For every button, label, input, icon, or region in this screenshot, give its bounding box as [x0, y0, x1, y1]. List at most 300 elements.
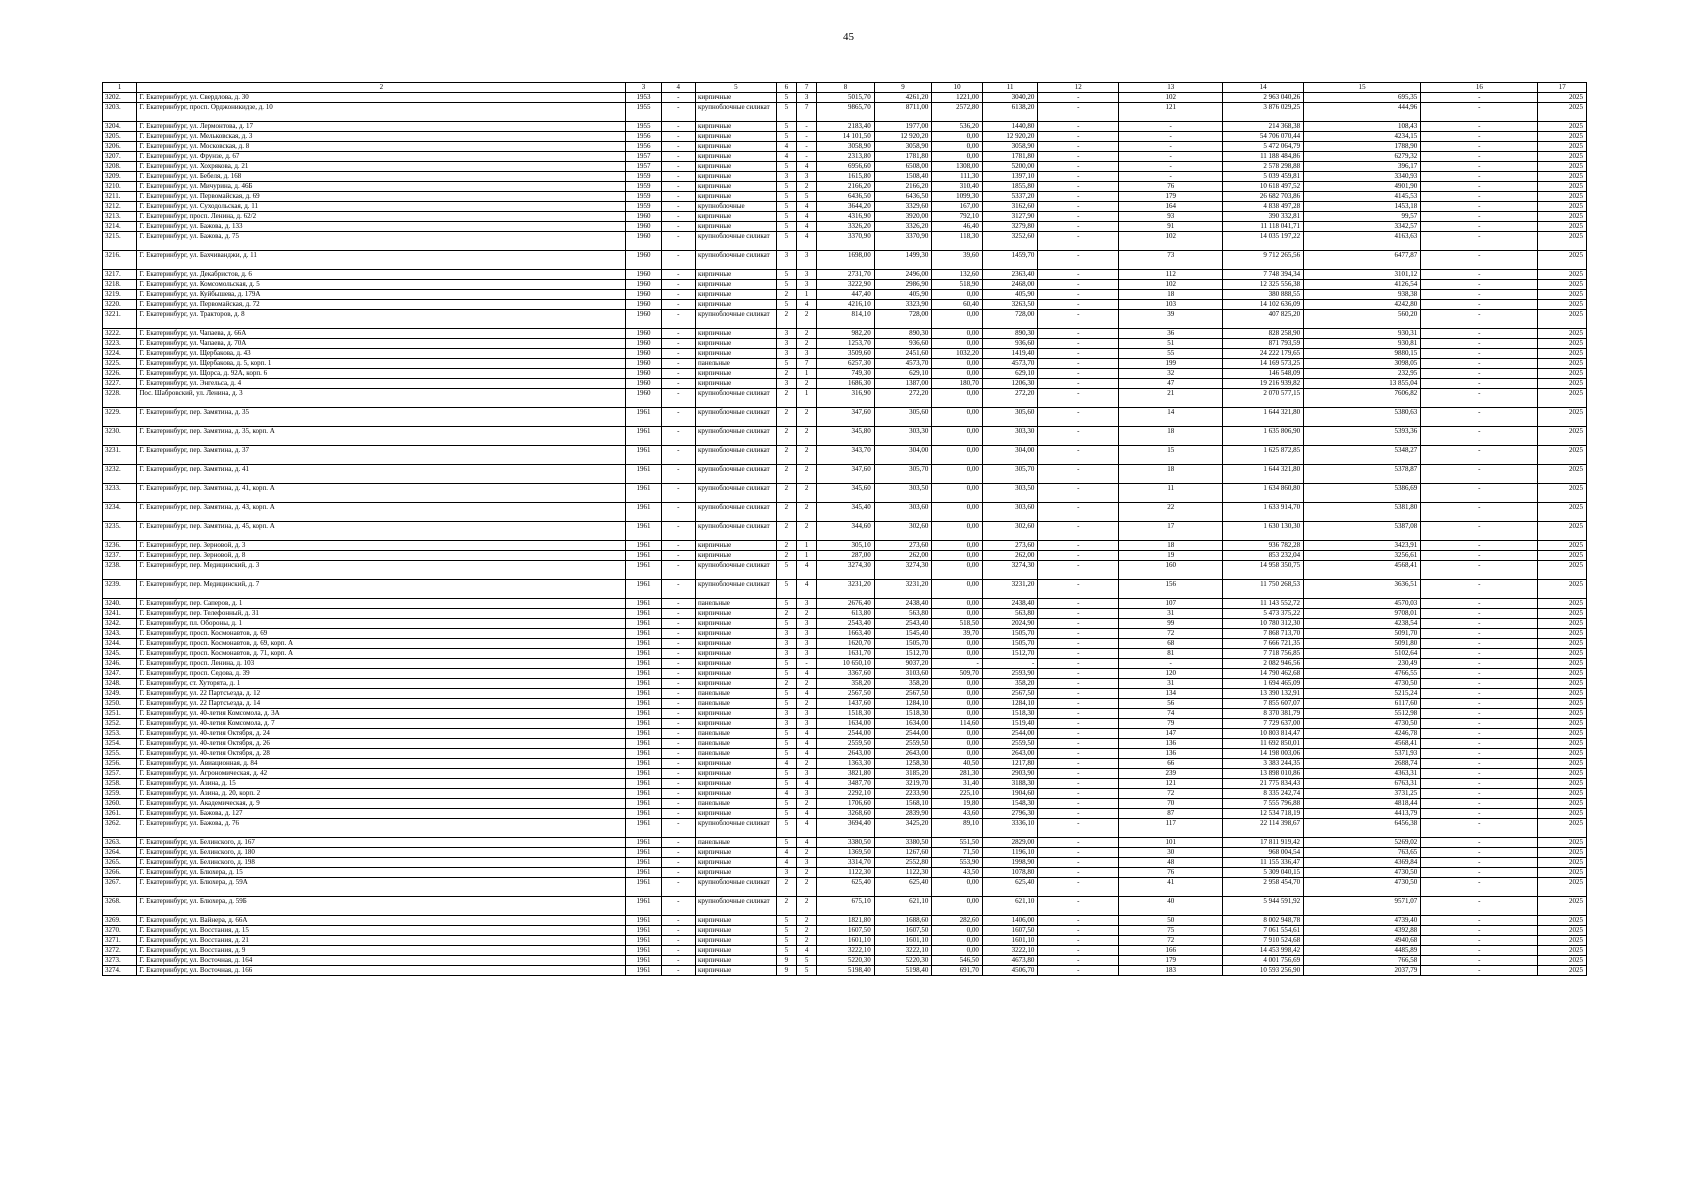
- cell-year-built: 1961: [626, 679, 661, 689]
- cell-entrances: 3: [796, 639, 816, 649]
- cell-col-4: -: [661, 966, 695, 976]
- cell-year-planned: 2025: [1538, 132, 1587, 142]
- cell-nonresidential-area: 114,60: [932, 719, 983, 729]
- cell-year-planned: 2025: [1538, 629, 1587, 639]
- cell-year-built: 1960: [626, 222, 661, 232]
- cell-wall-material: кирпичные: [695, 858, 776, 868]
- cell-col-16: -: [1421, 212, 1538, 222]
- cell-floors: 3: [776, 379, 796, 389]
- cell-col-4: -: [661, 300, 695, 310]
- cell-row-number: 3244.: [103, 639, 137, 649]
- cell-residents: 74: [1119, 709, 1223, 719]
- cell-row-number: 3251.: [103, 709, 137, 719]
- cell-residents: 76: [1119, 868, 1223, 878]
- cell-total-area: 3380,50: [817, 838, 875, 848]
- cell-year-built: 1960: [626, 359, 661, 369]
- cell-residential-area: 629,10: [982, 369, 1038, 379]
- cell-year-planned: 2025: [1538, 769, 1587, 779]
- cell-total-area: 814,10: [817, 310, 875, 329]
- cell-nonresidential-area: 0,00: [932, 729, 983, 739]
- cell-wall-material: кирпичные: [695, 789, 776, 799]
- cell-cost-per-sqm: 1453,18: [1304, 202, 1421, 212]
- cell-year-built: 1960: [626, 310, 661, 329]
- cell-total-area: 982,20: [817, 329, 875, 339]
- cell-premises-area: 1545,40: [874, 629, 932, 639]
- column-header-10: 10: [932, 83, 983, 93]
- cell-col-4: -: [661, 349, 695, 359]
- table-row: [103, 122, 1587, 132]
- cell-wall-material: крупноблочные: [695, 202, 776, 212]
- cell-year-built: 1961: [626, 749, 661, 759]
- cell-year-planned: 2025: [1538, 162, 1587, 172]
- cell-premises-area: 563,80: [874, 609, 932, 619]
- cell-wall-material: крупноблочные силикат: [695, 897, 776, 916]
- cell-total-area: 1686,30: [817, 379, 875, 389]
- cell-premises-area: 1781,80: [874, 152, 932, 162]
- cell-col-12: -: [1038, 956, 1119, 966]
- cell-floors: 5: [776, 212, 796, 222]
- cell-row-number: 3205.: [103, 132, 137, 142]
- cell-residential-area: 12 920,20: [982, 132, 1038, 142]
- cell-residents: 179: [1119, 192, 1223, 202]
- cell-col-4: -: [661, 956, 695, 966]
- cell-address: Г. Екатеринбург, просп. Орджоникидзе, д. 10: [137, 103, 626, 122]
- cell-wall-material: крупноблочные силикат: [695, 389, 776, 408]
- cell-entrances: 2: [796, 446, 816, 465]
- cell-col-16: -: [1421, 858, 1538, 868]
- cell-row-number: 3256.: [103, 759, 137, 769]
- cell-cost-per-sqm: 6477,87: [1304, 251, 1421, 270]
- cell-wall-material: крупноблочные силикат: [695, 819, 776, 838]
- table-row: [103, 669, 1587, 679]
- table-row: [103, 799, 1587, 809]
- cell-nonresidential-area: 1308,00: [932, 162, 983, 172]
- cell-residential-area: 1505,70: [982, 629, 1038, 639]
- cell-year-planned: 2025: [1538, 329, 1587, 339]
- cell-nonresidential-area: 0,00: [932, 878, 983, 897]
- table-row: [103, 162, 1587, 172]
- cell-total-area: 343,70: [817, 446, 875, 465]
- cell-wall-material: кирпичные: [695, 212, 776, 222]
- cell-residential-area: 2024,90: [982, 619, 1038, 629]
- cell-wall-material: панельные: [695, 838, 776, 848]
- cell-col-4: -: [661, 142, 695, 152]
- cell-residents: 68: [1119, 639, 1223, 649]
- cell-col-16: -: [1421, 956, 1538, 966]
- cell-year-built: 1960: [626, 232, 661, 251]
- cell-total-area: 1253,70: [817, 339, 875, 349]
- cell-col-4: -: [661, 679, 695, 689]
- cell-year-built: 1961: [626, 946, 661, 956]
- cell-cost-per-sqm: 4730,50: [1304, 679, 1421, 689]
- cell-premises-area: 621,10: [874, 897, 932, 916]
- cell-residents: 112: [1119, 270, 1223, 280]
- cell-floors: 3: [776, 639, 796, 649]
- cell-address: Г. Екатеринбург, пер. Замятина, д. 35, корп. А: [137, 427, 626, 446]
- cell-premises-area: 304,00: [874, 446, 932, 465]
- cell-residential-area: 2438,40: [982, 599, 1038, 609]
- cell-address: Г. Екатеринбург, ул. Куйбышева, д. 179А: [137, 290, 626, 300]
- cell-row-number: 3225.: [103, 359, 137, 369]
- cell-year-built: 1960: [626, 212, 661, 222]
- cell-year-planned: 2025: [1538, 709, 1587, 719]
- cell-floors: 5: [776, 359, 796, 369]
- cell-year-planned: 2025: [1538, 280, 1587, 290]
- cell-year-planned: 2025: [1538, 202, 1587, 212]
- cell-cost: 9 712 265,56: [1223, 251, 1304, 270]
- cell-cost-per-sqm: 4242,80: [1304, 300, 1421, 310]
- table-row: [103, 819, 1587, 838]
- cell-residents: 31: [1119, 609, 1223, 619]
- cell-col-12: -: [1038, 310, 1119, 329]
- cell-residents: 179: [1119, 956, 1223, 966]
- cell-year-built: 1961: [626, 629, 661, 639]
- cell-residential-area: 1440,80: [982, 122, 1038, 132]
- cell-wall-material: кирпичные: [695, 868, 776, 878]
- cell-total-area: 3268,60: [817, 809, 875, 819]
- cell-total-area: 4316,90: [817, 212, 875, 222]
- cell-nonresidential-area: 0,00: [932, 152, 983, 162]
- cell-floors: 2: [776, 408, 796, 427]
- cell-premises-area: 2543,40: [874, 619, 932, 629]
- column-header-14: 14: [1223, 83, 1304, 93]
- cell-cost: 8 002 948,78: [1223, 916, 1304, 926]
- cell-year-planned: 2025: [1538, 408, 1587, 427]
- cell-year-built: 1961: [626, 541, 661, 551]
- cell-year-built: 1960: [626, 389, 661, 408]
- cell-col-4: -: [661, 329, 695, 339]
- cell-year-built: 1961: [626, 966, 661, 976]
- cell-premises-area: 1688,60: [874, 916, 932, 926]
- cell-entrances: 2: [796, 759, 816, 769]
- cell-col-4: -: [661, 916, 695, 926]
- cell-floors: 5: [776, 561, 796, 580]
- cell-cost: 407 825,20: [1223, 310, 1304, 329]
- cell-year-built: 1960: [626, 251, 661, 270]
- cell-total-area: 447,40: [817, 290, 875, 300]
- cell-col-16: -: [1421, 878, 1538, 897]
- cell-premises-area: 1508,40: [874, 172, 932, 182]
- cell-wall-material: кирпичные: [695, 926, 776, 936]
- cell-floors: 3: [776, 709, 796, 719]
- table-row: [103, 408, 1587, 427]
- cell-year-built: 1961: [626, 649, 661, 659]
- cell-col-12: -: [1038, 609, 1119, 619]
- cell-year-planned: 2025: [1538, 103, 1587, 122]
- cell-wall-material: кирпичные: [695, 629, 776, 639]
- cell-address: Г. Екатеринбург, пер. Замятина, д. 35: [137, 408, 626, 427]
- cell-col-4: -: [661, 369, 695, 379]
- cell-wall-material: кирпичные: [695, 916, 776, 926]
- cell-col-12: -: [1038, 679, 1119, 689]
- cell-premises-area: 6436,50: [874, 192, 932, 202]
- cell-premises-area: 405,90: [874, 290, 932, 300]
- cell-address: Г. Екатеринбург, пер. Зерновой, д. 8: [137, 551, 626, 561]
- table-row: [103, 759, 1587, 769]
- cell-floors: 5: [776, 270, 796, 280]
- cell-nonresidential-area: 281,30: [932, 769, 983, 779]
- cell-year-planned: 2025: [1538, 759, 1587, 769]
- cell-col-12: -: [1038, 868, 1119, 878]
- cell-col-16: -: [1421, 819, 1538, 838]
- cell-address: Г. Екатеринбург, пер. Замятина, д. 45, корп. А: [137, 522, 626, 541]
- cell-col-16: -: [1421, 729, 1538, 739]
- cell-year-planned: 2025: [1538, 789, 1587, 799]
- cell-col-12: -: [1038, 103, 1119, 122]
- cell-premises-area: 1284,10: [874, 699, 932, 709]
- cell-wall-material: крупноблочные силикат: [695, 427, 776, 446]
- cell-wall-material: кирпичные: [695, 769, 776, 779]
- cell-col-16: -: [1421, 789, 1538, 799]
- cell-nonresidential-area: 553,90: [932, 858, 983, 868]
- cell-nonresidential-area: 0,00: [932, 936, 983, 946]
- cell-nonresidential-area: 0,00: [932, 709, 983, 719]
- cell-row-number: 3249.: [103, 689, 137, 699]
- cell-col-4: -: [661, 739, 695, 749]
- cell-cost-per-sqm: 6763,31: [1304, 779, 1421, 789]
- cell-row-number: 3266.: [103, 868, 137, 878]
- cell-nonresidential-area: 509,70: [932, 669, 983, 679]
- cell-year-planned: 2025: [1538, 182, 1587, 192]
- cell-col-16: -: [1421, 484, 1538, 503]
- cell-entrances: 2: [796, 427, 816, 446]
- cell-year-planned: 2025: [1538, 290, 1587, 300]
- cell-floors: 2: [776, 551, 796, 561]
- cell-address: Г. Екатеринбург, ул. Первомайская, д. 69: [137, 192, 626, 202]
- cell-premises-area: 2839,90: [874, 809, 932, 819]
- cell-col-16: -: [1421, 769, 1538, 779]
- cell-year-built: 1960: [626, 339, 661, 349]
- cell-cost: 11 118 041,71: [1223, 222, 1304, 232]
- cell-total-area: 345,40: [817, 503, 875, 522]
- cell-cost: 4 838 497,28: [1223, 202, 1304, 212]
- cell-year-built: 1961: [626, 838, 661, 848]
- cell-total-area: 2183,40: [817, 122, 875, 132]
- cell-year-planned: 2025: [1538, 858, 1587, 868]
- cell-floors: 5: [776, 779, 796, 789]
- cell-wall-material: панельные: [695, 739, 776, 749]
- cell-residential-area: 1505,70: [982, 639, 1038, 649]
- cell-year-built: 1961: [626, 916, 661, 926]
- table-row: [103, 339, 1587, 349]
- cell-cost-per-sqm: 4238,54: [1304, 619, 1421, 629]
- cell-col-12: -: [1038, 966, 1119, 976]
- cell-entrances: 4: [796, 561, 816, 580]
- cell-wall-material: крупноблочные силикат: [695, 310, 776, 329]
- cell-col-12: -: [1038, 427, 1119, 446]
- cell-address: Г. Екатеринбург, ул. Лермонтова, д. 17: [137, 122, 626, 132]
- cell-address: Г. Екатеринбург, ул. Московская, д. 8: [137, 142, 626, 152]
- cell-col-12: -: [1038, 349, 1119, 359]
- cell-col-12: -: [1038, 379, 1119, 389]
- cell-col-4: -: [661, 709, 695, 719]
- cell-entrances: 3: [796, 349, 816, 359]
- cell-entrances: 3: [796, 270, 816, 280]
- cell-year-built: 1961: [626, 759, 661, 769]
- cell-year-planned: 2025: [1538, 719, 1587, 729]
- cell-col-16: -: [1421, 669, 1538, 679]
- cell-col-4: -: [661, 103, 695, 122]
- cell-year-planned: 2025: [1538, 689, 1587, 699]
- cell-residents: 18: [1119, 427, 1223, 446]
- cell-cost: 2 070 577,15: [1223, 389, 1304, 408]
- cell-floors: 5: [776, 689, 796, 699]
- column-header-5: 5: [695, 83, 776, 93]
- cell-total-area: 3222,90: [817, 280, 875, 290]
- cell-residents: 31: [1119, 679, 1223, 689]
- cell-address: Г. Екатеринбург, ул. Авиационная, д. 84: [137, 759, 626, 769]
- cell-wall-material: крупноблочные силикат: [695, 580, 776, 599]
- cell-total-area: 749,30: [817, 369, 875, 379]
- cell-year-planned: 2025: [1538, 503, 1587, 522]
- cell-cost-per-sqm: 5378,87: [1304, 465, 1421, 484]
- cell-year-planned: 2025: [1538, 251, 1587, 270]
- cell-col-4: -: [661, 897, 695, 916]
- cell-entrances: 7: [796, 359, 816, 369]
- table-row: [103, 649, 1587, 659]
- cell-col-12: -: [1038, 759, 1119, 769]
- cell-floors: 4: [776, 759, 796, 769]
- cell-cost-per-sqm: 4901,90: [1304, 182, 1421, 192]
- cell-wall-material: кирпичные: [695, 93, 776, 103]
- cell-cost: 7 061 554,61: [1223, 926, 1304, 936]
- cell-nonresidential-area: 180,70: [932, 379, 983, 389]
- cell-entrances: 2: [796, 916, 816, 926]
- cell-wall-material: кирпичные: [695, 329, 776, 339]
- cell-cost: 390 332,81: [1223, 212, 1304, 222]
- cell-floors: 4: [776, 789, 796, 799]
- cell-year-planned: 2025: [1538, 152, 1587, 162]
- cell-col-12: -: [1038, 280, 1119, 290]
- cell-cost: 146 548,09: [1223, 369, 1304, 379]
- cell-wall-material: крупноблочные силикат: [695, 232, 776, 251]
- cell-address: Г. Екатеринбург, ул. Щорса, д. 92А, корп. 6: [137, 369, 626, 379]
- cell-cost: 54 706 070,44: [1223, 132, 1304, 142]
- cell-year-planned: 2025: [1538, 609, 1587, 619]
- cell-cost: 3 876 029,25: [1223, 103, 1304, 122]
- table-row: [103, 329, 1587, 339]
- cell-row-number: 3265.: [103, 858, 137, 868]
- cell-row-number: 3207.: [103, 152, 137, 162]
- cell-wall-material: панельные: [695, 599, 776, 609]
- cell-floors: 5: [776, 280, 796, 290]
- cell-year-built: 1955: [626, 122, 661, 132]
- cell-address: Г. Екатеринбург, ул. Свердлова, д. 30: [137, 93, 626, 103]
- cell-year-built: 1957: [626, 152, 661, 162]
- cell-row-number: 3203.: [103, 103, 137, 122]
- cell-row-number: 3204.: [103, 122, 137, 132]
- cell-col-12: -: [1038, 503, 1119, 522]
- cell-cost: 7 748 394,34: [1223, 270, 1304, 280]
- table-row: [103, 192, 1587, 202]
- cell-cost-per-sqm: 5371,93: [1304, 749, 1421, 759]
- cell-year-planned: 2025: [1538, 369, 1587, 379]
- table-row: [103, 484, 1587, 503]
- cell-residential-area: 625,40: [982, 878, 1038, 897]
- cell-total-area: 358,20: [817, 679, 875, 689]
- cell-cost: 968 004,54: [1223, 848, 1304, 858]
- cell-address: Г. Екатеринбург, ул. Белинского, д. 167: [137, 838, 626, 848]
- cell-entrances: 3: [796, 789, 816, 799]
- cell-year-planned: 2025: [1538, 779, 1587, 789]
- cell-residential-area: 303,60: [982, 503, 1038, 522]
- cell-floors: 4: [776, 152, 796, 162]
- cell-col-4: -: [661, 310, 695, 329]
- cell-premises-area: 1977,00: [874, 122, 932, 132]
- cell-col-4: -: [661, 541, 695, 551]
- cell-row-number: 3224.: [103, 349, 137, 359]
- cell-nonresidential-area: 39,60: [932, 251, 983, 270]
- cell-year-planned: 2025: [1538, 649, 1587, 659]
- cell-premises-area: 3329,60: [874, 202, 932, 212]
- cell-wall-material: кирпичные: [695, 649, 776, 659]
- cell-cost: 1 625 872,85: [1223, 446, 1304, 465]
- cell-nonresidential-area: 0,00: [932, 359, 983, 369]
- cell-entrances: 5: [796, 956, 816, 966]
- column-header-12: 12: [1038, 83, 1119, 93]
- cell-cost: 5 039 459,81: [1223, 172, 1304, 182]
- cell-residential-area: 3231,20: [982, 580, 1038, 599]
- cell-total-area: 345,60: [817, 484, 875, 503]
- cell-wall-material: кирпичные: [695, 848, 776, 858]
- cell-total-area: 9865,70: [817, 103, 875, 122]
- cell-total-area: 3370,90: [817, 232, 875, 251]
- cell-nonresidential-area: -: [932, 659, 983, 669]
- cell-year-planned: 2025: [1538, 749, 1587, 759]
- cell-premises-area: 3425,20: [874, 819, 932, 838]
- cell-nonresidential-area: 0,00: [932, 551, 983, 561]
- cell-total-area: 344,60: [817, 522, 875, 541]
- cell-cost: 871 793,59: [1223, 339, 1304, 349]
- cell-year-planned: 2025: [1538, 619, 1587, 629]
- cell-wall-material: крупноблочные силикат: [695, 446, 776, 465]
- cell-cost-per-sqm: 3731,25: [1304, 789, 1421, 799]
- cell-col-4: -: [661, 408, 695, 427]
- cell-col-16: -: [1421, 232, 1538, 251]
- cell-address: Г. Екатеринбург, ул. Белинского, д. 180: [137, 848, 626, 858]
- cell-residents: 183: [1119, 966, 1223, 976]
- cell-row-number: 3214.: [103, 222, 137, 232]
- cell-residential-area: 890,30: [982, 329, 1038, 339]
- cell-col-16: -: [1421, 649, 1538, 659]
- cell-col-16: -: [1421, 172, 1538, 182]
- cell-premises-area: 728,00: [874, 310, 932, 329]
- cell-address: Г. Екатеринбург, ул. Чапаева, д. 70А: [137, 339, 626, 349]
- cell-residential-area: 2796,30: [982, 809, 1038, 819]
- cell-address: Г. Екатеринбург, ул. Блюхера, д. 59Б: [137, 897, 626, 916]
- cell-nonresidential-area: 0,00: [932, 329, 983, 339]
- cell-premises-area: 1601,10: [874, 936, 932, 946]
- cell-total-area: 1698,00: [817, 251, 875, 270]
- cell-wall-material: кирпичные: [695, 162, 776, 172]
- cell-wall-material: кирпичные: [695, 551, 776, 561]
- cell-col-12: -: [1038, 152, 1119, 162]
- cell-residential-area: 1459,70: [982, 251, 1038, 270]
- cell-wall-material: кирпичные: [695, 679, 776, 689]
- cell-total-area: 14 101,50: [817, 132, 875, 142]
- cell-col-16: -: [1421, 838, 1538, 848]
- cell-year-built: 1961: [626, 819, 661, 838]
- cell-nonresidential-area: 0,00: [932, 580, 983, 599]
- cell-col-16: -: [1421, 93, 1538, 103]
- cell-total-area: 1706,60: [817, 799, 875, 809]
- cell-col-16: -: [1421, 103, 1538, 122]
- cell-residential-area: 1406,00: [982, 916, 1038, 926]
- cell-col-12: -: [1038, 446, 1119, 465]
- cell-cost: 7 868 713,70: [1223, 629, 1304, 639]
- cell-nonresidential-area: 0,00: [932, 522, 983, 541]
- cell-floors: 2: [776, 389, 796, 408]
